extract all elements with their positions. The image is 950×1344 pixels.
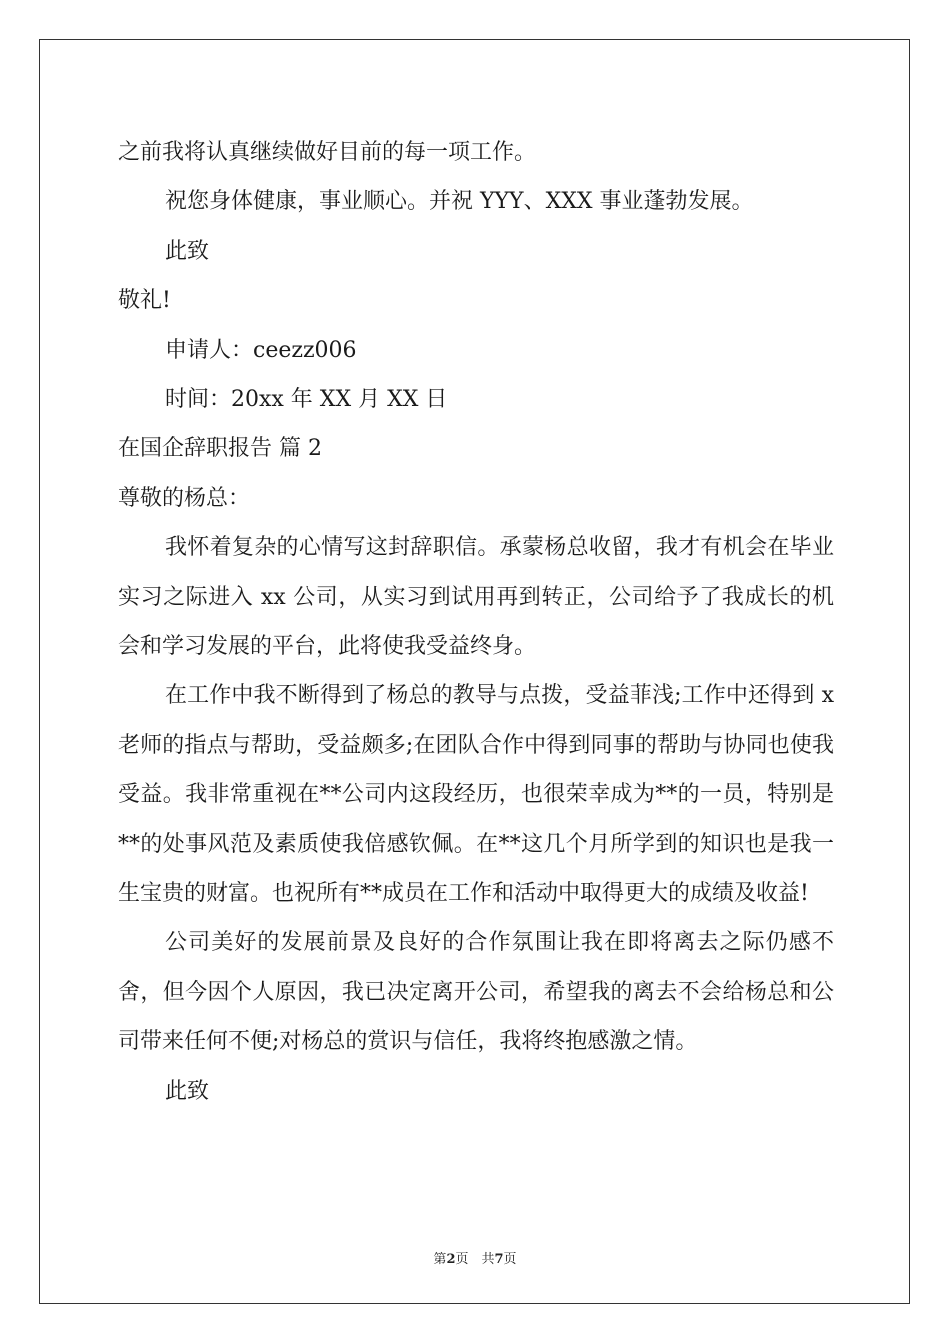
paragraph-3: 公司美好的发展前景及良好的合作氛围让我在即将离去之际仍感不舍，但今因个人原因，我已决定离开公司，希望我的离去不会给杨总和公司带来任何不便;对杨总的赏识与信任，我将终抱感激之情。 xyxy=(118,930,834,1055)
paragraph-1: 我怀着复杂的心情写这封辞职信。承蒙杨总收留，我才有机会在毕业实习之际进入 xx 公司，从实习到试用再到转正，公司给予了我成长的机会和学习发展的平台，此将使我受益终身。 xyxy=(118,535,834,659)
text-line-wishes: 祝您身体健康，事业顺心。并祝 YYY、XXX 事业蓬勃发展。 xyxy=(165,189,754,215)
closing-line: 此致 xyxy=(165,1078,210,1104)
text-line-date: 时间：20xx 年 XX 月 XX 日 xyxy=(165,386,448,412)
footer-page-current: 2 xyxy=(446,1252,456,1267)
page-footer xyxy=(0,1248,950,1267)
text-line-applicant: 申请人：ceezz006 xyxy=(165,337,357,363)
footer-mid: 页 共 xyxy=(455,1252,495,1267)
text-line-salutation-close: 此致 xyxy=(165,238,210,264)
text-line-regards: 敬礼! xyxy=(118,288,171,314)
footer-page-total: 7 xyxy=(494,1252,504,1267)
section-title: 在国企辞职报告 篇 2 xyxy=(118,436,322,462)
footer-suffix: 页 xyxy=(503,1252,517,1267)
document-body xyxy=(118,128,834,1116)
greeting: 尊敬的杨总： xyxy=(118,485,251,511)
text-line-continuation: 之前我将认真继续做好目前的每一项工作。 xyxy=(118,140,537,165)
footer-prefix: 第 xyxy=(433,1252,447,1267)
paragraph-2: 在工作中我不断得到了杨总的教导与点拨，受益菲浅;工作中还得到 x 老师的指点与帮助，受益颇多;在团队合作中得到同事的帮助与协同也使我受益。我非常重视在**公司内这段经历，也很荣幸成为**的一员，特别是**的处事风范及素质使我倍感钦佩。在**这几个月所学到的知识也是我一生宝贵的财富。也祝所有**成员在工作和活动中取得更大的成绩及收益! xyxy=(118,683,834,906)
